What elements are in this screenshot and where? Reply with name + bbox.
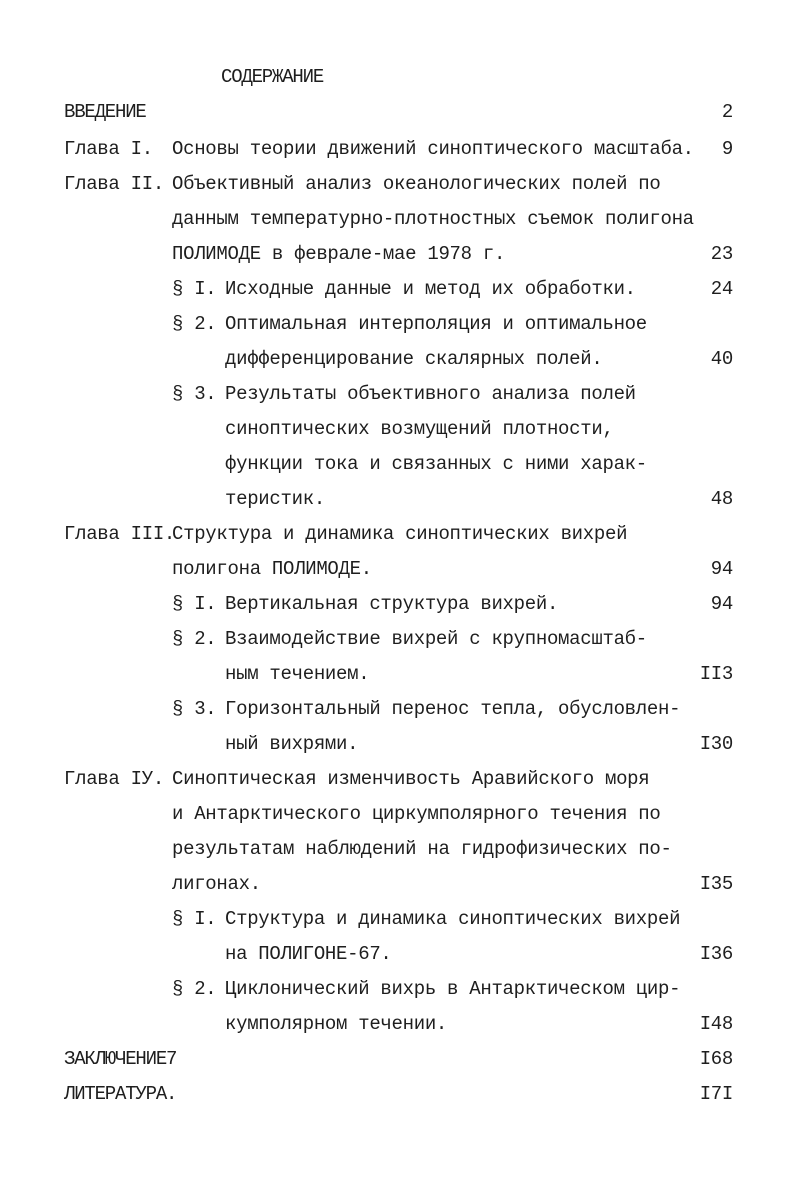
toc-ch3-s3-page: I30 — [699, 733, 733, 755]
toc-ch3-s1-title: Вертикальная структура вихрей. — [225, 593, 559, 615]
toc-ch4-title-1: Синоптическая изменчивость Аравийского моря — [172, 768, 650, 790]
toc-ch3-s3-title-2: ный вихрями. — [225, 733, 359, 755]
toc-ch2-s3-title-2: синоптических возмущений плотности, — [225, 418, 614, 440]
toc-ch2-s1-title: Исходные данные и метод их обработки. — [225, 278, 636, 300]
toc-ch4-s1-title-2: на ПОЛИГОНЕ-67. — [225, 943, 392, 965]
toc-ch2-s2-title-2: дифференцирование скалярных полей. — [225, 348, 603, 370]
toc-ch1-page: 9 — [721, 138, 733, 160]
toc-ch2-title-2: данным температурно-плотностных съемок полигона — [172, 208, 694, 230]
toc-ch3-page: 94 — [710, 558, 733, 580]
toc-ch2-s3-page: 48 — [710, 488, 733, 510]
toc-ch3-s2-prefix: § 2. — [172, 628, 217, 650]
toc-ch3-s2-title-2: ным течением. — [225, 663, 370, 685]
toc-ch4-title-2: и Антарктического циркумполярного течения по — [172, 803, 661, 825]
toc-intro-page: 2 — [721, 101, 733, 123]
toc-ch3-s2-title-1: Взаимодействие вихрей с крупномасштаб- — [225, 628, 647, 650]
toc-ch2-s1-prefix: § I. — [172, 278, 217, 300]
toc-ch4-s1-prefix: § I. — [172, 908, 217, 930]
toc-ch4-s1-title-1: Структура и динамика синоптических вихрей — [225, 908, 681, 930]
toc-ch2-prefix: Глава II. — [64, 173, 164, 195]
toc-conclusion-label: ЗАКЛЮЧЕНИЕ7 — [64, 1048, 177, 1070]
toc-ch4-s2-title-2: кумполярном течении. — [225, 1013, 448, 1035]
toc-ch4-title-4: лигонах. — [172, 873, 261, 895]
toc-ch3-s2-page: II3 — [699, 663, 733, 685]
toc-ch3-s1-prefix: § I. — [172, 593, 217, 615]
toc-ch3-s3-prefix: § 3. — [172, 698, 217, 720]
toc-ch2-s2-prefix: § 2. — [172, 313, 217, 335]
toc-ch1-prefix: Глава I. — [64, 138, 153, 160]
toc-ch4-prefix: Глава IУ. — [64, 768, 164, 790]
toc-intro-label: ВВЕДЕНИЕ — [64, 101, 146, 123]
toc-ch4-s2-prefix: § 2. — [172, 978, 217, 1000]
toc-ch2-title-3: ПОЛИМОДЕ в феврале-мае 1978 г. — [172, 243, 506, 265]
toc-conclusion-page: I68 — [699, 1048, 733, 1070]
toc-ch4-s2-title-1: Циклонический вихрь в Антарктическом цир- — [225, 978, 681, 1000]
toc-ch4-page: I35 — [699, 873, 733, 895]
toc-ch3-title-2: полигона ПОЛИМОДЕ. — [172, 558, 372, 580]
toc-ch4-s1-page: I36 — [699, 943, 733, 965]
toc-ch3-s3-title-1: Горизонтальный перенос тепла, обусловлен- — [225, 698, 681, 720]
toc-ch2-page: 23 — [710, 243, 733, 265]
toc-ch2-s1-page: 24 — [710, 278, 733, 300]
toc-literature-label: ЛИТЕРАТУРА. — [64, 1083, 177, 1105]
toc-ch3-title-1: Структура и динамика синоптических вихрей — [172, 523, 628, 545]
toc-ch2-s3-title-4: теристик. — [225, 488, 325, 510]
toc-ch3-s1-page: 94 — [710, 593, 733, 615]
toc-ch2-s3-title-1: Результаты объективного анализа полей — [225, 383, 636, 405]
toc-ch2-s3-title-3: функции тока и связанных с ними харак- — [225, 453, 647, 475]
toc-ch2-s2-title-1: Оптимальная интерполяция и оптимальное — [225, 313, 647, 335]
toc-ch1-title: Основы теории движений синоптического масштаба. — [172, 138, 694, 160]
toc-ch2-s2-page: 40 — [710, 348, 733, 370]
toc-ch2-s3-prefix: § 3. — [172, 383, 217, 405]
toc-ch4-title-3: результатам наблюдений на гидрофизических по- — [172, 838, 672, 860]
toc-ch4-s2-page: I48 — [699, 1013, 733, 1035]
page-title: СОДЕРЖАНИЕ — [221, 66, 324, 88]
toc-literature-page: I7I — [699, 1083, 733, 1105]
toc-ch2-title-1: Объективный анализ океанологических полей по — [172, 173, 661, 195]
toc-ch3-prefix: Глава III. — [64, 523, 176, 545]
